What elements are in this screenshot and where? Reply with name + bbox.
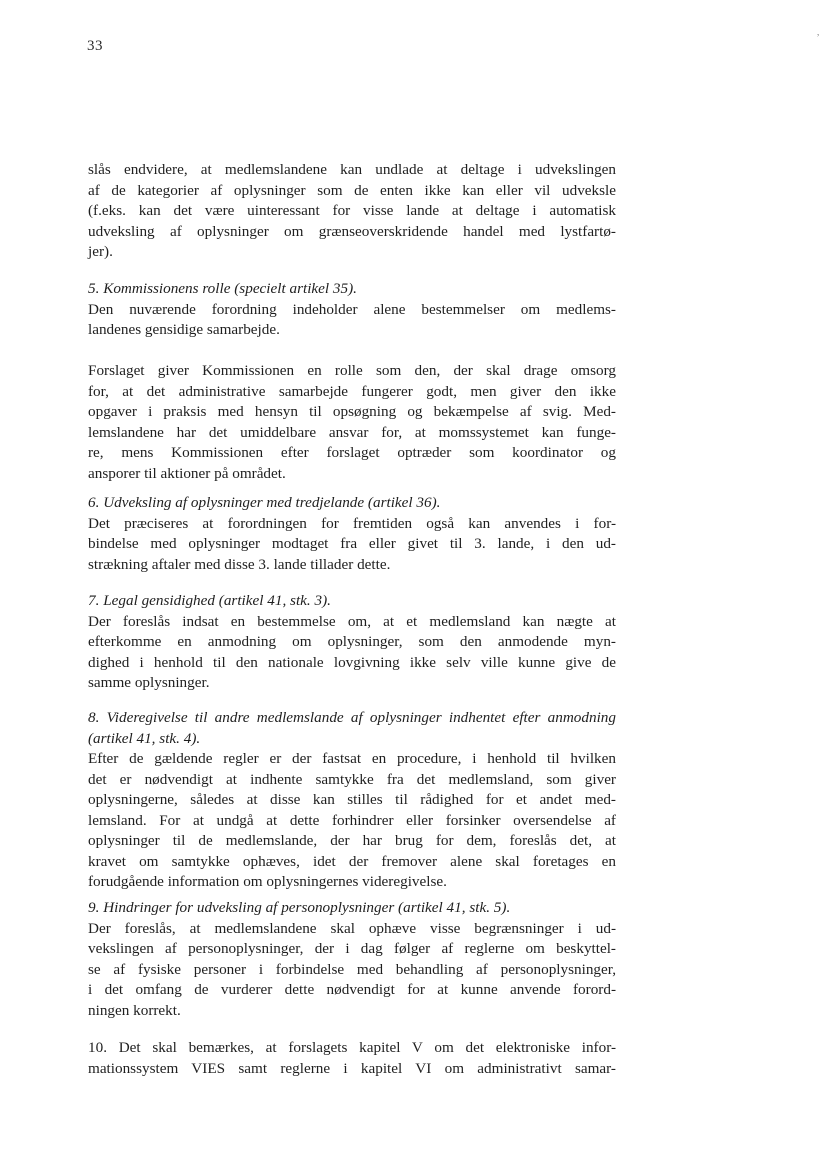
text-line: Der foreslås, at medlemslandene skal ophæve visse begrænsninger i ud- [88,919,616,937]
text-line: af de kategorier af oplysninger som de enten ikke kan eller vil udveksle [88,181,616,199]
text-line: vekslingen af personoplysninger, der i dag følger af reglerne om beskyttel- [88,940,616,957]
section-5 [88,279,616,341]
text-line: opgaver i praksis med hensyn til opsøgning og bekæmpelse af svig. Med- [88,403,616,420]
text-line: dighed i henhold til den nationale lovgivning ikke selv ville kunne give de [88,653,616,671]
text-line: Det præciseres at forordningen for fremtiden også kan anvendes i for- [88,514,616,532]
section-6 [88,493,616,575]
paragraph-commission-role [88,361,616,484]
text-line: ansporer til aktioner på området. [88,464,286,482]
text-line: Der foreslås indsat en bestemmelse om, at et medlemsland kan nægte at [88,612,616,630]
text-line: 10. Det skal bemærkes, at forslagets kapitel V om det elektroniske infor- [88,1039,616,1056]
section-heading: 7. Legal gensidighed (artikel 41, stk. 3). [88,592,331,609]
text-line: (f.eks. kan det være uinteressant for visse lande at deltage i automatisk [88,202,616,219]
text-line: Forslaget giver Kommissionen en rolle som den, der skal drage omsorg [88,362,616,379]
text-line: slås endvidere, at medlemslandene kan undlade at deltage i udvekslingen [88,161,616,178]
text-line: oplysningerne, således at disse kan stilles til rådighed for et andet med- [88,791,616,808]
text-line: Den nuværende forordning indeholder alene bestemmelser om medlems- [88,300,616,318]
text-line: re, mens Kommissionen efter forslaget optræder som koordinator og [88,444,616,461]
text-line: forudgående information om oplysningernes videregivelse. [88,873,447,890]
section-heading: 6. Udveksling af oplysninger med tredjelande (artikel 36). [88,494,441,511]
section-heading: 8. Videregivelse til andre medlemslande af oplysninger indhentet efter anmodning [88,709,616,726]
section-heading: (artikel 41, stk. 4). [88,729,201,747]
text-line: landenes gensidige samarbejde. [88,321,280,338]
text-line: strækning aftaler med disse 3. lande tillader dette. [88,555,391,573]
paragraph-10 [88,1038,616,1079]
text-line: lemsland. For at undgå at dette forhindrer eller forsinker oversendelse af [88,811,616,829]
text-line: lemslandene har det umiddelbare ansvar for, at momssystemet kan funge- [88,423,616,441]
page-number: 33 [87,38,103,54]
text-line: Efter de gældende regler er der fastsat en procedure, i henhold til hvilken [88,750,616,767]
text-line: oplysninger til de medlemslande, der har brug for dem, foreslås det, at [88,832,616,849]
section-9 [88,898,616,1021]
text-line: ningen korrekt. [88,1001,181,1019]
paragraph-continuation [88,160,616,263]
text-line: mationssystem VIES samt reglerne i kapitel VI om administrativt samar- [88,1059,616,1077]
text-line: bindelse med oplysninger modtaget fra eller givet til 3. lande, i den ud- [88,535,616,552]
text-line: samme oplysninger. [88,674,210,691]
text-line: det er nødvendigt at indhente samtykke fra det medlemsland, som giver [88,770,616,788]
text-line: udveksling af oplysninger om grænseoverskridende handel med lystfartø- [88,222,616,240]
text-line: se af fysiske personer i forbindelse med behandling af personoplysninger, [88,960,616,978]
text-line: for, at det administrative samarbejde fungerer godt, men giver den ikke [88,382,616,400]
edge-mark: , [817,27,820,37]
text-line: i det omfang de vurderer dette nødvendigt for at kunne anvende forord- [88,981,616,998]
section-7 [88,591,616,694]
text-line: efterkomme en anmodning om oplysninger, som den anmodende myn- [88,633,616,650]
section-heading: 9. Hindringer for udveksling af personoplysninger (artikel 41, stk. 5). [88,899,511,916]
section-8 [88,708,616,893]
text-line: kravet om samtykke ophæves, idet der fremover alene skal foretages en [88,852,616,870]
section-heading: 5. Kommissionens rolle (specielt artikel 35). [88,280,357,297]
text-line: jer). [88,243,113,260]
